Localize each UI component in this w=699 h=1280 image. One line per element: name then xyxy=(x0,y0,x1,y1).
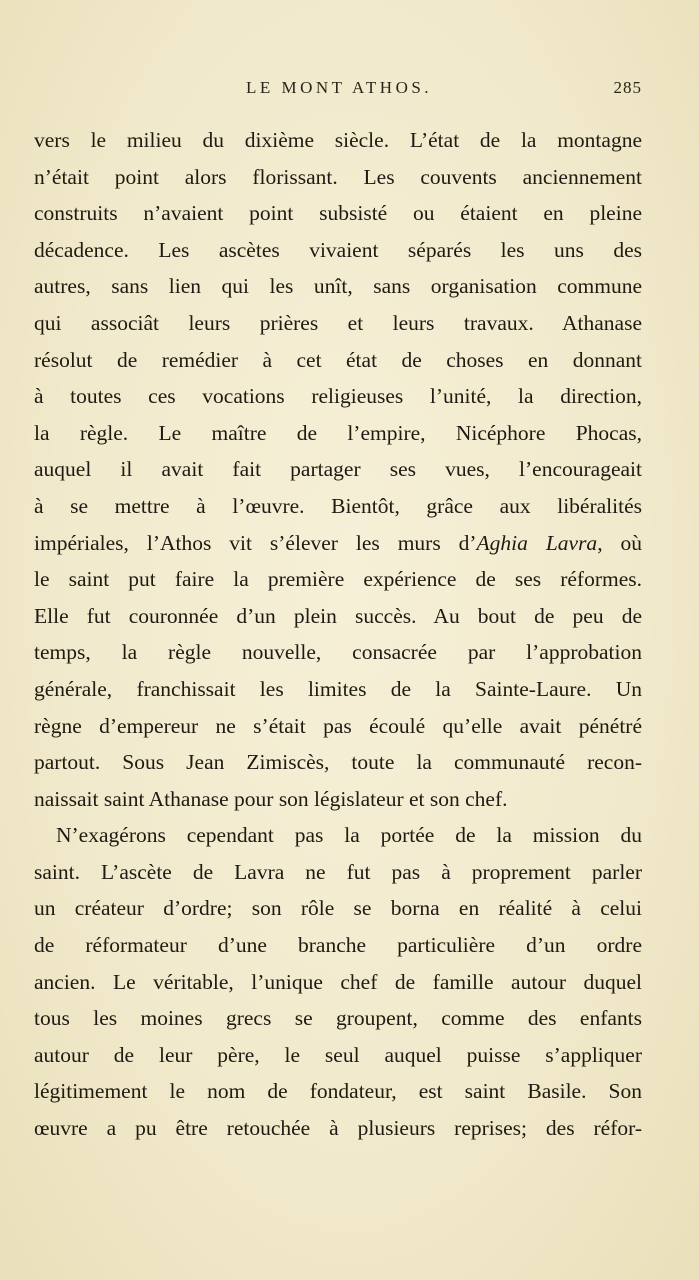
italic-place-name: Aghia Lavra xyxy=(476,530,598,555)
text-segment: impériales, l’Athos vit s’élever les murs d’ xyxy=(34,530,477,555)
text-line: un créateur d’ordre; son rôle se borna en réalité à celui xyxy=(34,896,642,921)
text-line: autour de leur père, le seul auquel puisse s’appliquer xyxy=(34,1042,642,1067)
body-text xyxy=(34,122,642,1147)
paragraph-end-line: naissait saint Athanase pour son législateur et son chef. xyxy=(34,786,508,811)
text-line: à toutes ces vocations religieuses l’unité, la direction, xyxy=(34,384,642,409)
text-line: décadence. Les ascètes vivaient séparés les uns des xyxy=(34,237,642,262)
text-line-with-italic xyxy=(34,525,642,562)
text-line: résolut de remédier à cet état de choses en donnant xyxy=(34,347,642,372)
text-line: la règle. Le maître de l’empire, Nicéphore Phocas, xyxy=(34,420,642,445)
text-line: qui associât leurs prières et leurs travaux. Athanase xyxy=(34,310,642,335)
page-number: 285 xyxy=(613,78,642,97)
text-line: ancien. Le véritable, l’unique chef de famille autour duquel xyxy=(34,969,642,994)
text-line: œuvre a pu être retouchée à plusieurs reprises; des réfor- xyxy=(34,1116,642,1141)
text-line: règne d’empereur ne s’était pas écoulé qu’elle avait pénétré xyxy=(34,713,642,738)
text-line: auquel il avait fait partager ses vues, l’encourageait xyxy=(34,457,642,482)
text-line: le saint put faire la première expérience de ses réformes. xyxy=(34,567,642,592)
text-line: construits n’avaient point subsisté ou étaient en pleine xyxy=(34,201,642,226)
text-line: tous les moines grecs se groupent, comme des enfants xyxy=(34,1006,642,1031)
text-line: partout. Sous Jean Zimiscès, toute la communauté recon- xyxy=(34,750,642,775)
text-line: de réformateur d’une branche particulière d’un ordre xyxy=(34,933,642,958)
text-line: temps, la règle nouvelle, consacrée par l’approbation xyxy=(34,640,642,665)
text-line: Elle fut couronnée d’un plein succès. Au bout de peu de xyxy=(34,603,642,628)
text-line: saint. L’ascète de Lavra ne fut pas à proprement parler xyxy=(34,859,642,884)
text-line: vers le milieu du dixième siècle. L’état de la montagne xyxy=(34,128,642,152)
paragraph-start-line: N’exagérons cependant pas la portée de la mission du xyxy=(56,823,642,848)
text-segment: , où xyxy=(597,530,642,555)
text-line: autres, sans lien qui les unît, sans organisation commune xyxy=(34,274,642,299)
running-head xyxy=(36,78,642,108)
text-line: à se mettre à l’œuvre. Bientôt, grâce aux libéralités xyxy=(34,493,642,518)
text-line: légitimement le nom de fondateur, est saint Basile. Son xyxy=(34,1079,642,1104)
running-title: LE MONT ATHOS. xyxy=(245,78,433,97)
text-line: n’était point alors florissant. Les couvents anciennement xyxy=(34,164,642,189)
text-line: générale, franchissait les limites de la Sainte-Laure. Un xyxy=(34,676,642,701)
